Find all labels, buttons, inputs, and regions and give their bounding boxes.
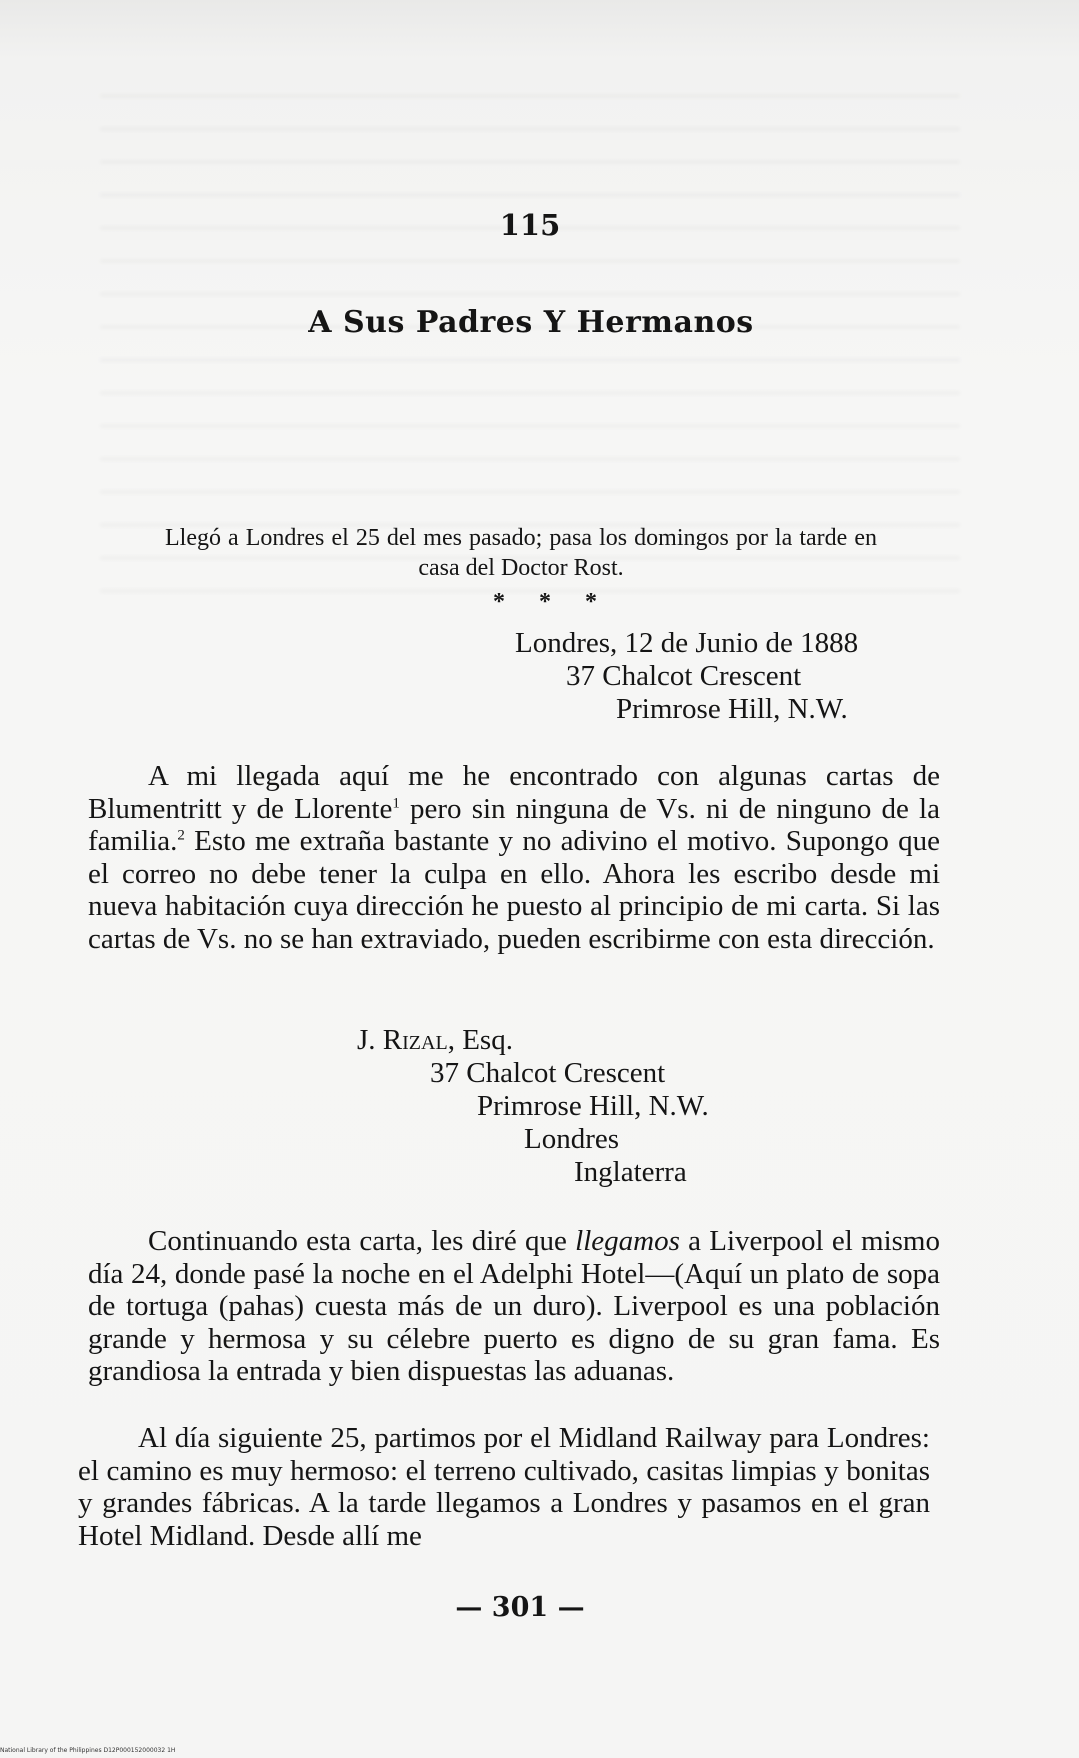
page-number: — 301 — (455, 1592, 585, 1623)
letter-summary: Llegó a Londres el 25 del mes pasado; pasa los domingos por la tarde en casa del Doctor Rost. (165, 525, 877, 581)
place-date: Londres, 12 de Junio de 1888 (515, 627, 859, 659)
paragraph-2-text-b: a Liverpool el mismo día 24, donde pasé la noche en el Adelphi Hotel—(Aquí un plato de sopa de tortuga (pahas) cuesta más de un duro). Liverpool es una población grande y hermosa y su célebre puerto es digno de su gran fama. Es grandiosa la entrada y bien dispuestas las aduanas. (88, 1225, 940, 1388)
paragraph-2 (88, 1225, 940, 1388)
section-separator: * * * (493, 589, 597, 615)
paragraph-1 (88, 760, 940, 956)
paragraph-2-italic: llegamos (575, 1225, 680, 1257)
mail-name-suffix: , Esq. (447, 1024, 513, 1056)
paragraph-1-text-c: Esto me extraña bastante y no adivino el motivo. Supongo que el correo no debe tener la culpa en ello. Ahora les escribo desde mi nueva habitación cuya dirección he puesto al principio de mi carta. Si las cartas de Vs. no se han extraviado, pueden escribirme con esta dirección. (88, 825, 940, 955)
footnote-marker-2: 2 (177, 827, 185, 844)
letter-title: A Sus Padres Y Hermanos (308, 305, 754, 340)
mail-address-name (357, 1024, 513, 1057)
mail-address-street: 37 Chalcot Crescent (430, 1057, 666, 1089)
paragraph-3-text: Al día siguiente 25, partimos por el Midland Railway para Londres: el camino es muy hermoso: el terreno cultivado, casitas limpias y bonitas y grandes fábricas. A la tarde llegamos a Londres y pasamos en el gran Hotel Midland. Desde allí me (78, 1422, 930, 1552)
mail-address-country: Inglaterra (574, 1156, 687, 1188)
heading-address-street: 37 Chalcot Crescent (566, 660, 802, 692)
paragraph-2-text-a: Continuando esta carta, les diré que (148, 1225, 576, 1257)
heading-address-district: Primrose Hill, N.W. (616, 693, 848, 725)
paragraph-3 (78, 1422, 930, 1552)
scan-footer: National Library of the Philippines D12P000152000032 1H (0, 1747, 176, 1754)
mail-address-district: Primrose Hill, N.W. (477, 1090, 709, 1122)
mail-address-city: Londres (524, 1123, 620, 1155)
footnote-marker-1: 1 (392, 794, 400, 811)
mail-name: Rizal (382, 1024, 448, 1056)
letter-number: 115 (499, 208, 561, 242)
paragraph-1-text-b: pero sin ninguna de Vs. ni de ninguno de la familia. (88, 792, 940, 858)
mail-name-prefix: J. (357, 1024, 383, 1056)
paragraph-1-text-a: A mi llegada aquí me he encontrado con algunas cartas de Blumentritt y de Llorente (88, 760, 940, 825)
